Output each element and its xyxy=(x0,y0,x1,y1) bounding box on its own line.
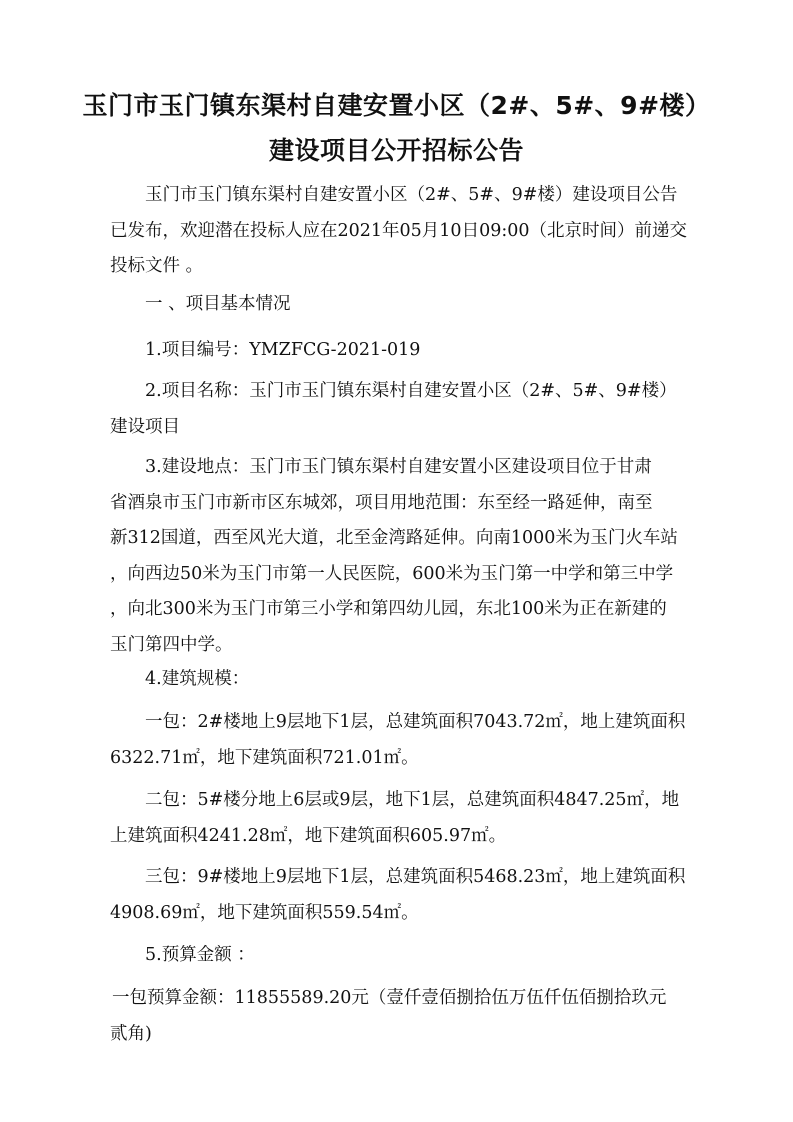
project-name-line-1: 2.项目名称：玉门市玉门镇东渠村自建安置小区（2#、5#、9#楼） xyxy=(145,381,677,401)
section-heading-text: 一 、项目基本情况 xyxy=(145,294,291,314)
package-1-scale xyxy=(110,705,710,776)
package-3-scale xyxy=(110,860,710,931)
budget-heading xyxy=(110,938,710,974)
package-2-scale xyxy=(110,783,710,854)
location-line-3: 新312国道，西至风光大道，北至金湾路延伸。向南1000米为玉门火车站 xyxy=(110,528,678,548)
package-1-line-2: 6322.71㎡，地下建筑面积721.01㎡。 xyxy=(110,747,419,768)
location-line-6: 玉门第四中学。 xyxy=(110,634,233,655)
project-name xyxy=(110,374,710,445)
project-name-line-2: 建设项目 xyxy=(110,416,180,437)
package-2-line-2: 上建筑面积4241.28㎡，地下建筑面积605.97㎡。 xyxy=(110,825,507,846)
intro-line-2: 已发布，欢迎潜在投标人应在2021年05月10日09:00（北京时间）前递交 xyxy=(110,220,688,241)
package-3-line-1: 三包：9#楼地上9层地下1层，总建筑面积5468.23㎡，地上建筑面积 xyxy=(145,867,686,887)
building-scale-heading xyxy=(110,662,710,698)
budget-package-1-line-1: 一包预算金额：11855589.20元（壹仟壹佰捌拾伍万伍仟伍佰捌拾玖元 xyxy=(112,988,667,1008)
intro-line-1: 玉门市玉门镇东渠村自建安置小区（2#、5#、9#楼）建设项目公告 xyxy=(145,185,678,205)
location-line-5: ，向北300米为玉门市第三小学和第四幼儿园，东北100米为正在新建的 xyxy=(110,599,667,619)
building-scale-heading-text: 4.建筑规模： xyxy=(145,669,250,689)
location-line-1: 3.建设地点：玉门市玉门镇东渠村自建安置小区建设项目位于甘肃 xyxy=(145,457,652,477)
section-heading xyxy=(110,287,710,323)
location-line-4: ，向西边50米为玉门市第一人民医院，600米为玉门第一中学和第三中学 xyxy=(110,563,674,584)
package-1-line-1: 一包：2#楼地上9层地下1层，总建筑面积7043.72㎡，地上建筑面积 xyxy=(145,712,686,732)
intro-line-3: 投标文件 。 xyxy=(110,256,204,276)
budget-package-1 xyxy=(110,981,710,1052)
budget-package-1-line-2: 贰角) xyxy=(110,1023,152,1044)
document-title-line-1: 玉门市玉门镇东渠村自建安置小区（2#、5#、9#楼） xyxy=(82,91,711,120)
location-line-2: 省酒泉市玉门市新市区东城郊，项目用地范围：东至经一路延伸，南至 xyxy=(110,492,653,513)
construction-location xyxy=(110,450,710,663)
intro-paragraph xyxy=(110,178,710,285)
project-number-text: 1.项目编号：YMZFCG-2021-019 xyxy=(145,340,421,360)
project-number xyxy=(110,333,710,369)
package-3-line-2: 4908.69㎡，地下建筑面积559.54㎡。 xyxy=(110,902,419,923)
budget-heading-text: 5.预算金额 ： xyxy=(145,945,255,965)
package-2-line-1: 二包：5#楼分地上6层或9层，地下1层，总建筑面积4847.25㎡，地 xyxy=(145,790,680,810)
document-title-line-2: 建设项目公开招标公告 xyxy=(268,136,524,165)
